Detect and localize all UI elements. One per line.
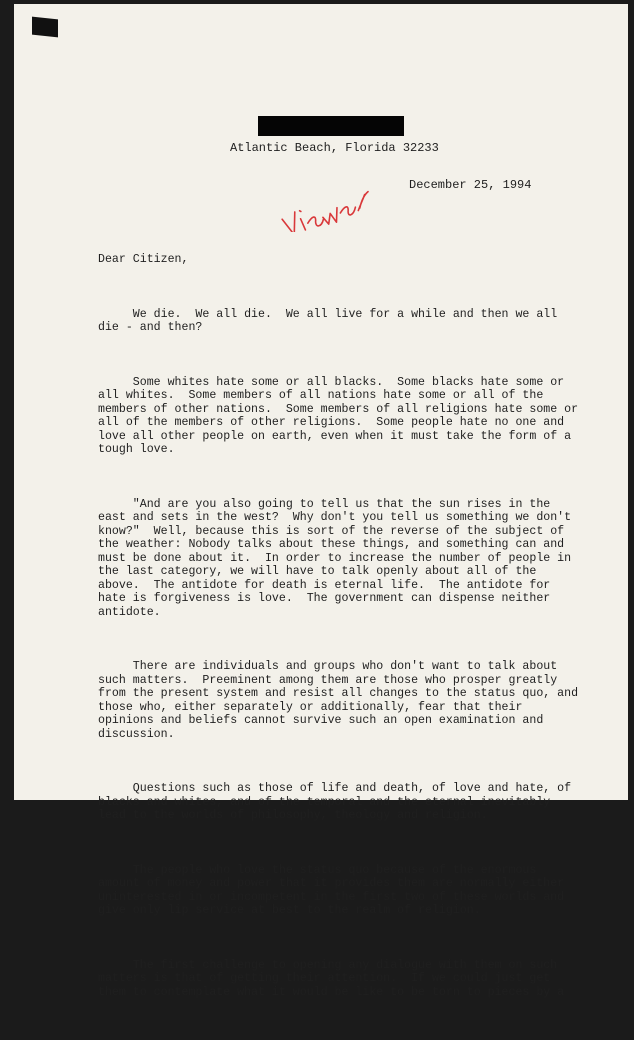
paragraph-6: The people who love the status quo because of the enormous amount of money and power that it provides them are normally either uninterested in or incompetent in the first two of these worlds and give only lip service at best to the realm of religion. [98, 863, 565, 917]
handwritten-note-text: viewer [276, 172, 280, 173]
binder-clip [32, 17, 58, 38]
sender-address: Atlantic Beach, Florida 32233 [230, 141, 439, 155]
paragraph-3: "And are you also going to tell us that the sun rises in the east and sets in the west? Why don't you tell us something we don't know?" Well, because this is sort of the reverse of the subject of the weather: Nobody talks about these things, and something can and must be done about it. In order to increase the number of people in the last category, we will have to talk openly about all of the above. The antidote for death is eternal life. The antidote for hate is forgiveness is love. The government can dispense neither antidote. [98, 497, 572, 619]
letter-body [98, 226, 618, 1040]
salutation: Dear Citizen, [98, 253, 189, 266]
paragraph-1: We die. We all die. We all live for a while and then we all die - and then? [98, 307, 558, 334]
letter-date: December 25, 1994 [409, 178, 532, 192]
paragraph-7: The first challenge to opening any dialogue with them on such matters is that of getting their attention. If we could just get them to contemplate what it would be like to be torn to pieces by a [98, 958, 565, 999]
paragraph-2: Some whites hate some or all blacks. Some blacks hate some or all whites. Some members of all nations hate some or all of the members of other nations. Some members of all religions hate some or all of the members of other religions. Some people hate no one and love all other people on earth, even when it must take the form of a tough love. [98, 375, 579, 456]
paragraph-5: Questions such as those of life and death, of love and hate, of blacks and whites, and of the temporal and the eternal inevitably lead to the worlds of philosophy, theology and religion. [98, 782, 572, 822]
handwritten-note [276, 172, 394, 232]
paragraph-4: There are individuals and groups who don't want to talk about such matters. Preeminent among them are those who prosper greatly from the present system and resist all changes to the status quo, and those who, either separately or additionally, fear that their opinions and beliefs cannot survive such an open examination and discussion. [98, 660, 579, 741]
letter-page [14, 4, 628, 999]
redacted-name-block [258, 116, 404, 136]
